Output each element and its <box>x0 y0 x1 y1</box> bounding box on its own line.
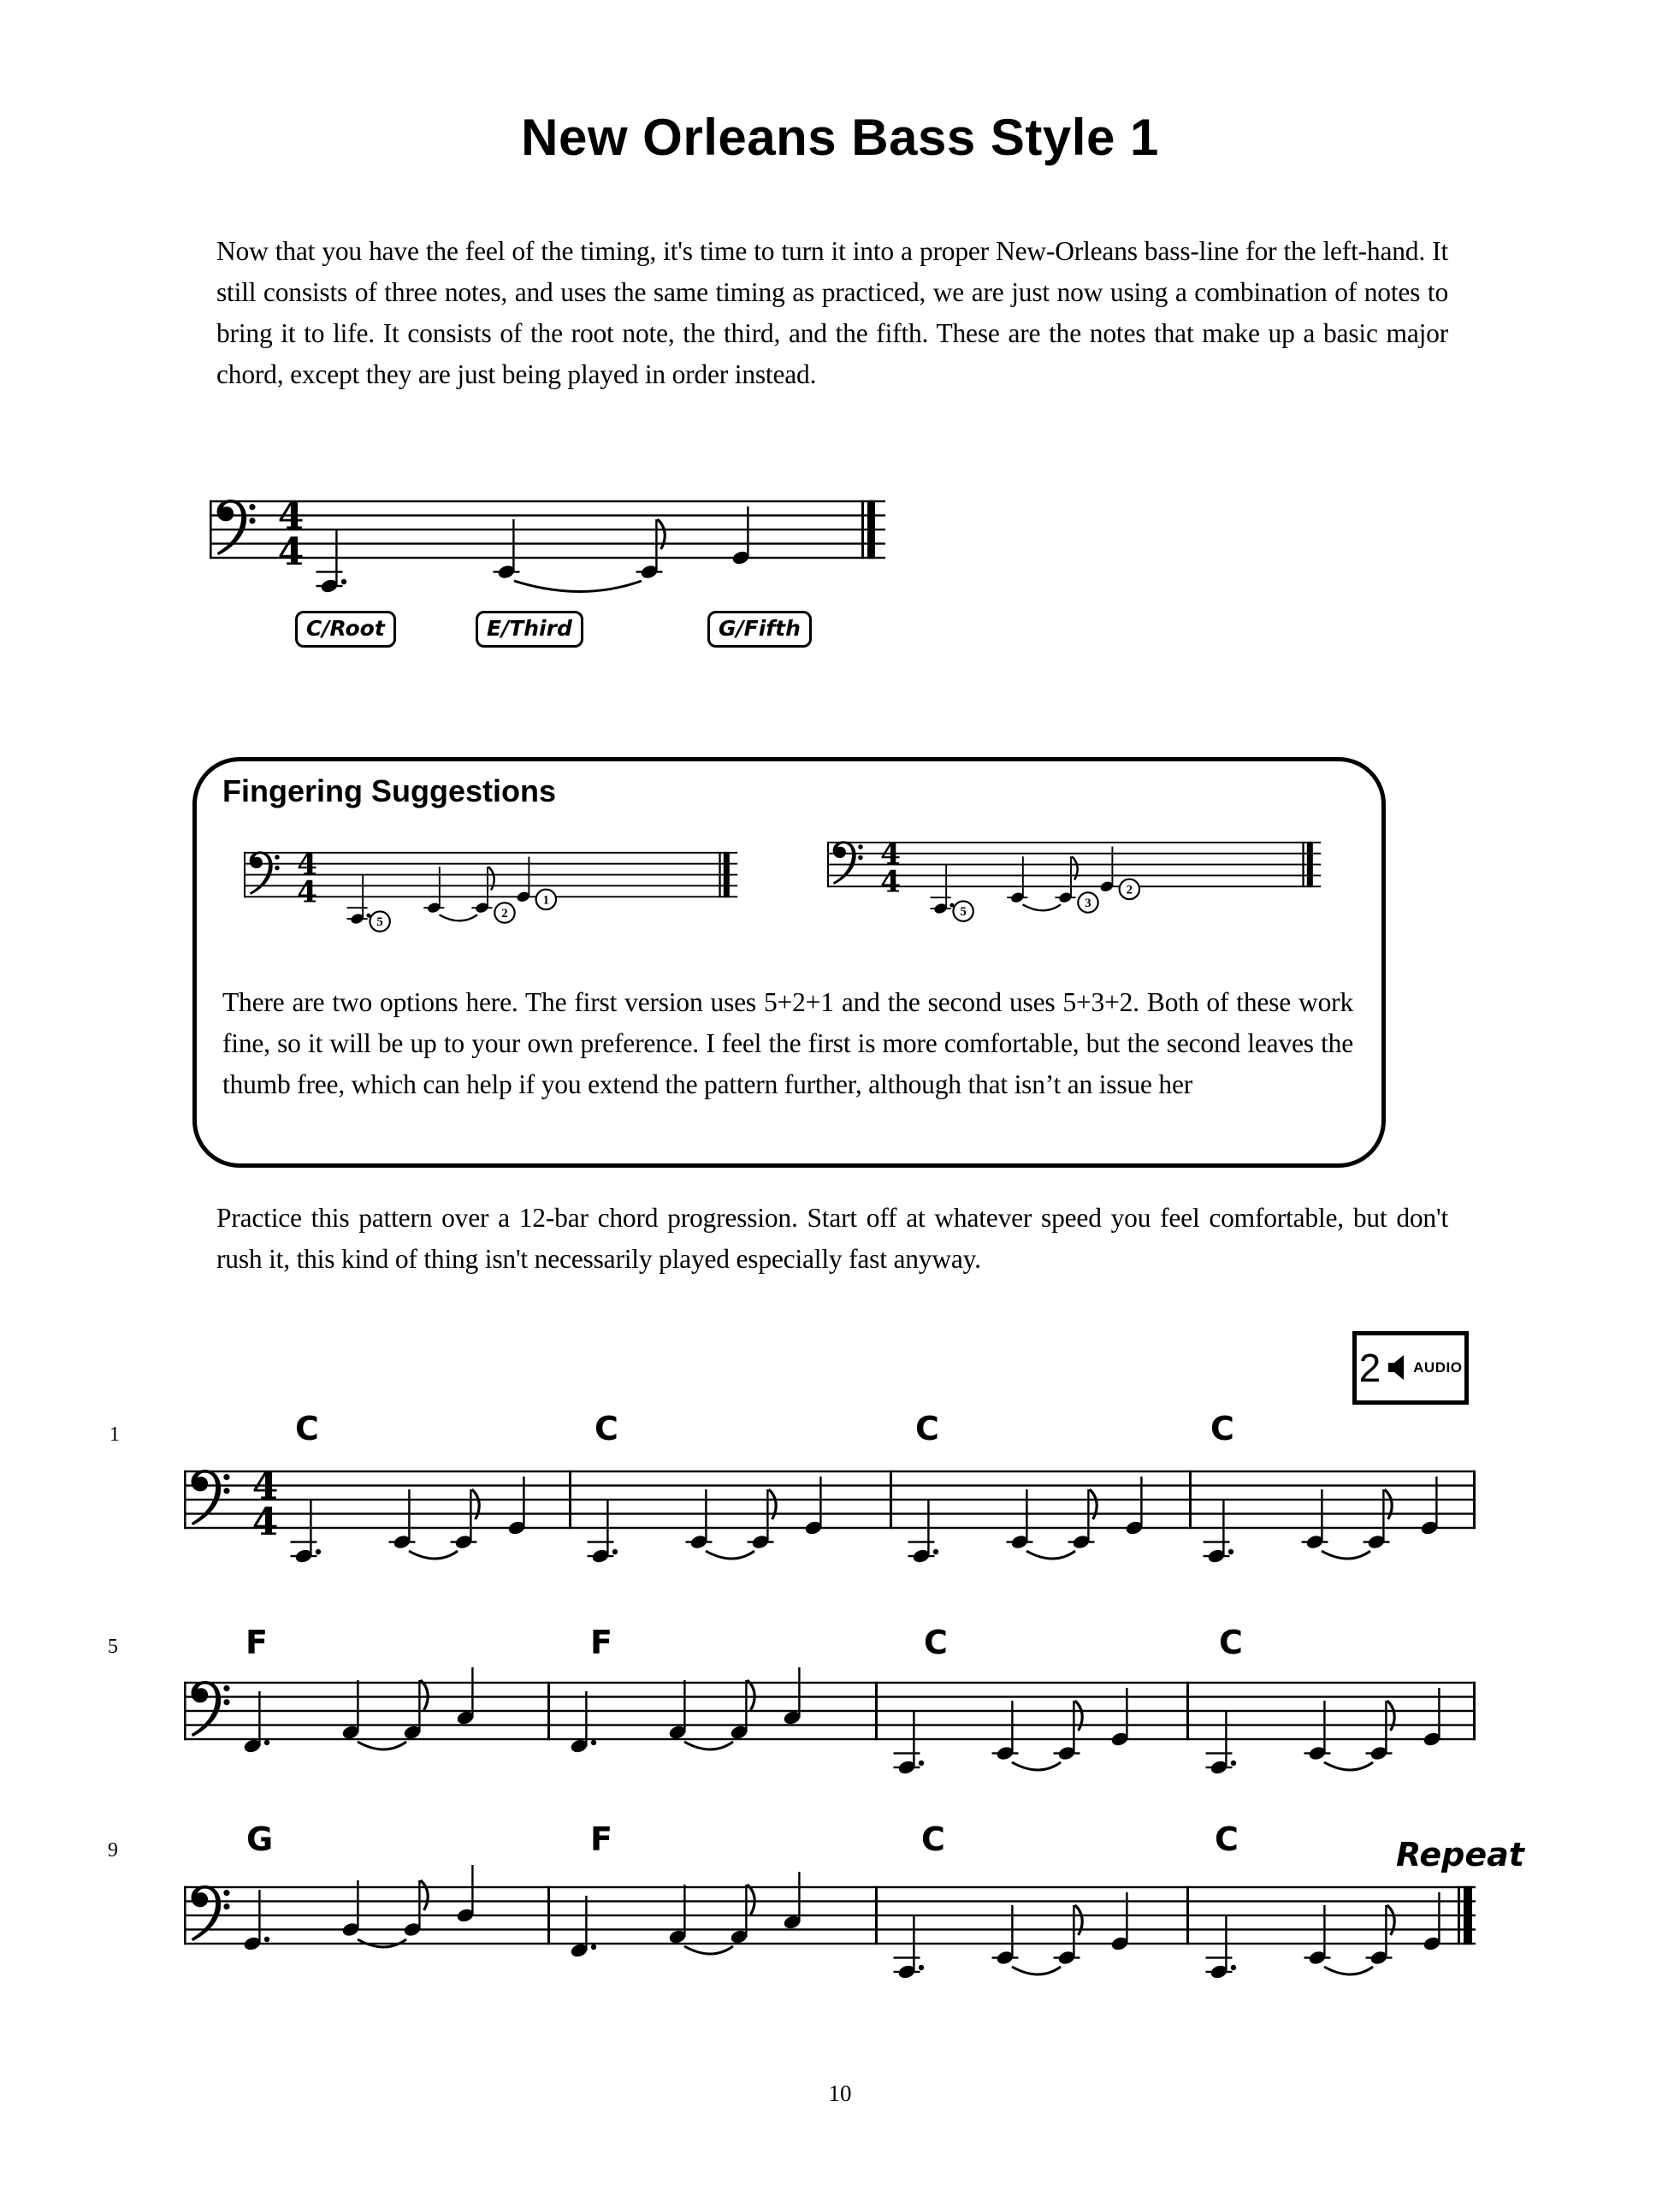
chord-symbol: C <box>295 1410 319 1447</box>
time-signature-bottom: 4 <box>297 875 318 910</box>
staff-lines <box>184 1886 1476 1944</box>
staff-lines <box>827 842 1321 887</box>
time-signature-top: 4 <box>251 1465 279 1508</box>
measure-pattern-c <box>908 1477 1145 1565</box>
chord-symbol: C <box>921 1820 945 1858</box>
measure-number: 5 <box>108 1636 118 1658</box>
time-signature-bottom: 4 <box>880 865 902 900</box>
final-barline <box>1302 842 1312 887</box>
staff-lines <box>184 1471 1476 1529</box>
bass-clef-icon <box>192 1681 230 1737</box>
svg-text:1: 1 <box>542 893 550 908</box>
audio-track-number: 2 <box>1358 1346 1381 1390</box>
time-signature-top: 4 <box>297 847 318 882</box>
time-signature-top: 4 <box>277 494 305 538</box>
chord-symbol: F <box>245 1624 268 1661</box>
time-signature-bottom: 4 <box>251 1500 279 1544</box>
fingering-body-text: There are two options here. The first version uses 5+2+1 and the second uses 5+3+2. Both of these work fine, so it will be up to your own preference. I feel the first is more comfortable, but the second leaves the thumb free, which can help if you extend the pattern further, although that isn’t an issue her <box>222 987 1353 1099</box>
speaker-icon <box>1386 1355 1408 1381</box>
measure-number: 9 <box>108 1839 118 1862</box>
practice-paragraph: Practice this pattern over a 12-bar chord progression. Start off at whatever speed you feel comfortable, but don't rush it, this kind of thing isn't necessarily played especially fast anyway. <box>216 1203 1448 1274</box>
bass-clef-icon <box>250 851 280 895</box>
chord-symbol: C <box>915 1410 939 1447</box>
measure-pattern-c <box>1206 1688 1442 1776</box>
bass-clef-icon <box>192 1470 230 1525</box>
example-notes <box>316 506 751 595</box>
repeat-label: Repeat <box>1396 1836 1524 1873</box>
chord-symbol: F <box>590 1624 612 1661</box>
score-system-3 <box>184 1879 1476 2007</box>
time-signature-top: 4 <box>880 837 902 872</box>
svg-text:5: 5 <box>376 915 383 930</box>
measure-pattern-c <box>894 1892 1130 1980</box>
score-system-1 <box>184 1463 1476 1591</box>
fingering-option2-staff <box>827 836 1375 964</box>
measure-pattern-c <box>588 1477 824 1565</box>
fingering-heading: Fingering Suggestions <box>222 773 557 808</box>
time-signature-bottom: 4 <box>277 530 305 574</box>
svg-text:5: 5 <box>960 905 967 920</box>
staff-lines <box>244 852 737 897</box>
bass-clef-icon <box>833 841 863 885</box>
final-barline <box>1458 1886 1472 1944</box>
score-system-2 <box>184 1674 1476 1802</box>
fingering-option1-staff <box>244 846 791 974</box>
audio-badge[interactable] <box>1352 1331 1469 1405</box>
chord-symbol: C <box>595 1410 618 1447</box>
intro-paragraph: Now that you have the feel of the timing, it's time to turn it into a proper New-Orleans bass-line for the left-hand. It still consists of three notes, and uses the same timing as practiced, we are just now using a combination of notes to bring it to life. It consists of the root note, the third, and the fifth. These are the notes that make up a basic major chord, except they are just being played in order instead. <box>216 236 1448 389</box>
final-barline <box>719 852 729 897</box>
measure-pattern-c <box>1204 1477 1440 1565</box>
chord-symbol: G <box>246 1820 274 1858</box>
page-title: New Orleans Bass Style 1 <box>521 109 1159 166</box>
measure-number: 1 <box>109 1424 120 1446</box>
staff-lines <box>184 1682 1476 1740</box>
note-label-root: C/Root <box>295 611 396 648</box>
audio-label: AUDIO <box>1413 1359 1463 1376</box>
chord-symbol: F <box>590 1820 612 1858</box>
svg-text:3: 3 <box>1085 897 1091 911</box>
bass-clef-icon <box>217 500 256 555</box>
svg-text:2: 2 <box>501 907 508 921</box>
svg-text:2: 2 <box>1126 883 1133 897</box>
final-barline <box>861 500 875 559</box>
fingering-suggestions-box <box>192 757 1386 1168</box>
bass-clef-icon <box>192 1885 230 1941</box>
measure-pattern-c <box>291 1477 527 1565</box>
chord-symbol: C <box>1215 1820 1239 1858</box>
staff-lines <box>210 500 885 559</box>
measure-pattern-g <box>243 1865 476 1952</box>
chord-symbol: C <box>1219 1624 1243 1661</box>
measure-pattern-c <box>894 1688 1130 1776</box>
note-label-fifth: G/Fifth <box>707 611 812 648</box>
page-number: 10 <box>828 2080 852 2106</box>
note-label-third: E/Third <box>476 611 583 648</box>
measure-pattern-c <box>1206 1892 1442 1980</box>
chord-symbol: C <box>924 1624 948 1661</box>
chord-symbol: C <box>1210 1410 1234 1447</box>
